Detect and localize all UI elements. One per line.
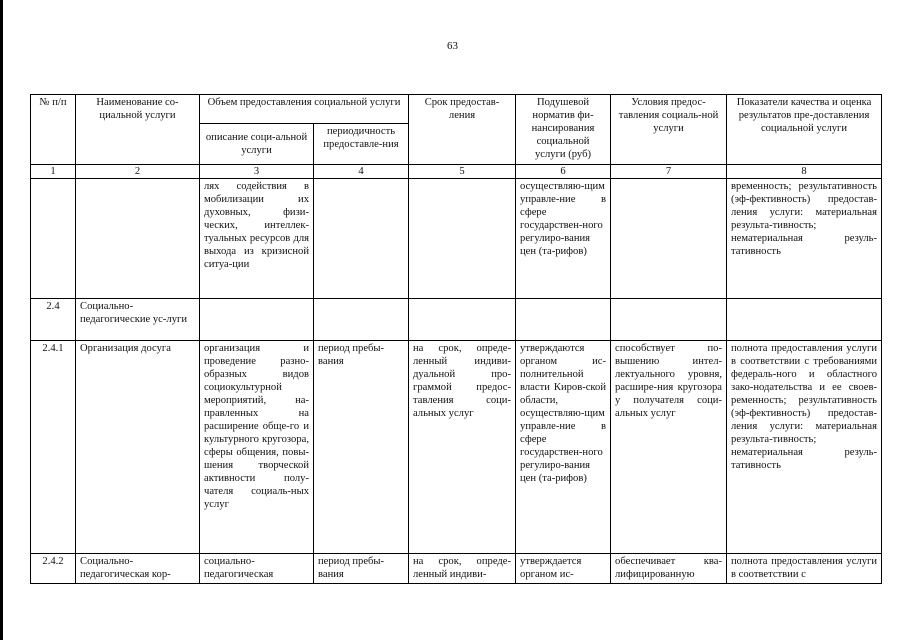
row-desc: организация и проведение разно-образных видов социокультурной мероприятий, на-правленных на расширение обще-го и культурного кругозора, сферы общения, повы-шения творческой активности полу-чателя социаль-ных услуг (200, 341, 314, 554)
row-no: 2.4 (31, 299, 76, 341)
row-quality (727, 299, 882, 341)
col-number: 3 (200, 165, 314, 179)
row-term (409, 299, 516, 341)
row-quality: временность; результативность (эф-фективность) предостав-ления услуги: материальная результа-тивность; нематериальная резуль-тативность (727, 179, 882, 299)
header-quality: Показатели качества и оценка результатов пре-доставления социальной услуги (727, 95, 882, 165)
row-period: период пребы-вания (314, 554, 409, 584)
header-volume-desc: описание соци-альной услуги (200, 124, 314, 165)
col-number: 1 (31, 165, 76, 179)
col-number: 2 (76, 165, 200, 179)
row-desc (200, 299, 314, 341)
row-norm: утверждается органом ис- (516, 554, 611, 584)
row-conditions (611, 299, 727, 341)
row-norm (516, 299, 611, 341)
col-number: 7 (611, 165, 727, 179)
row-conditions: обеспечивает ква-лифицированную (611, 554, 727, 584)
row-desc: лях содействия в мобилизации их духовных, физи-ческих, интеллек-туальных ресурсов для выхода из кризисной ситуа-ции (200, 179, 314, 299)
header-norm: Подушевой норматив фи-нансирования социальной услуги (руб) (516, 95, 611, 165)
header-term: Срок предостав-ления (409, 95, 516, 165)
row-period: период пребы-вания (314, 341, 409, 554)
column-number-row (31, 165, 882, 179)
row-period (314, 299, 409, 341)
row-name (76, 179, 200, 299)
header-volume: Объем предоставления социальной услуги (200, 95, 409, 124)
row-name: Социально-педагогическая кор- (76, 554, 200, 584)
row-name: Организация досуга (76, 341, 200, 554)
header-volume-period: периодичность предоставле-ния (314, 124, 409, 165)
table-row (31, 179, 882, 299)
row-conditions: способствует по-вышению интел-лектуального уровня, расшире-ния кругозора у получателя соци-альных услуг (611, 341, 727, 554)
services-table (30, 94, 882, 584)
table-row (31, 341, 882, 554)
header-row (31, 95, 882, 124)
row-term (409, 179, 516, 299)
col-number: 6 (516, 165, 611, 179)
row-quality: полнота предоставления услуги в соответствии с требованиями федераль-ного и областного зако-нодательства и ее своев-ременность; результативность (эф-фективность) предостав-ления услуги: материальная результа-тивность; нематериальная резуль-тативность (727, 341, 882, 554)
header-conditions: Условия предос-тавления социаль-ной услуги (611, 95, 727, 165)
row-desc: социально-педагогическая (200, 554, 314, 584)
col-number: 4 (314, 165, 409, 179)
row-quality: полнота предоставления услуги в соответствии с (727, 554, 882, 584)
col-number: 8 (727, 165, 882, 179)
row-period (314, 179, 409, 299)
col-number: 5 (409, 165, 516, 179)
header-no: № п/п (31, 95, 76, 165)
header-name: Наименование со-циальной услуги (76, 95, 200, 165)
table-row (31, 299, 882, 341)
page-left-edge (0, 0, 3, 640)
row-conditions (611, 179, 727, 299)
row-term: на срок, опреде-ленный индиви-дуальной про-граммой предос-тавления соци-альных услуг (409, 341, 516, 554)
row-term: на срок, опреде-ленный индиви- (409, 554, 516, 584)
row-name: Социально-педагогические ус-луги (76, 299, 200, 341)
table-row (31, 554, 882, 584)
page-number: 63 (447, 40, 458, 52)
row-no: 2.4.2 (31, 554, 76, 584)
row-no (31, 179, 76, 299)
row-norm: утверждаются органом ис-полнительной власти Киров-ской области, осуществляю-щим управле-ние в сфере государствен-ного регулиро-вания цен (та-рифов) (516, 341, 611, 554)
row-no: 2.4.1 (31, 341, 76, 554)
row-norm: осуществляю-щим управле-ние в сфере государствен-ного регулиро-вания цен (та-рифов) (516, 179, 611, 299)
